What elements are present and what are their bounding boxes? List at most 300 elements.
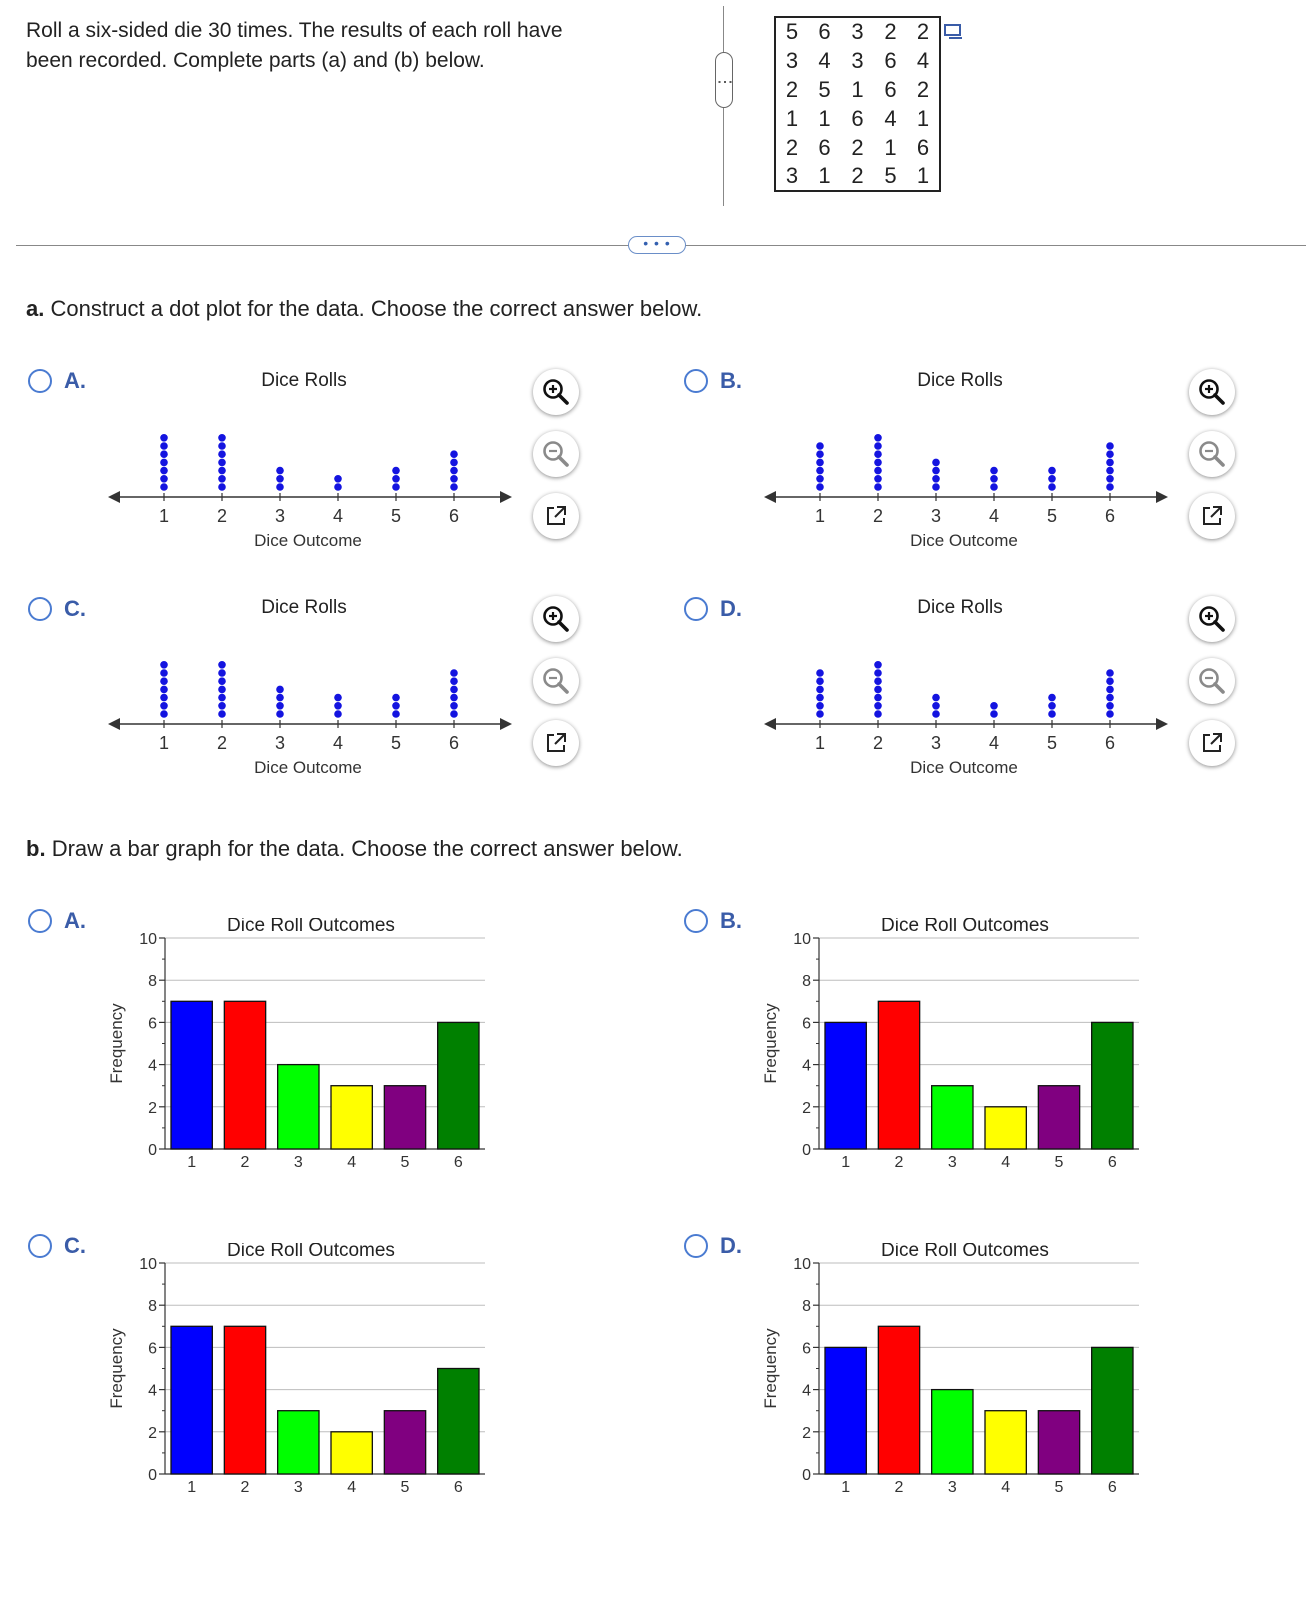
dot-point bbox=[450, 702, 458, 710]
x-tick-label: 1 bbox=[187, 1479, 197, 1496]
option-a-dot-plot[interactable] bbox=[28, 368, 86, 394]
x-tick-label: 3 bbox=[293, 1154, 303, 1171]
radio-button[interactable] bbox=[28, 369, 52, 393]
bar bbox=[438, 1022, 479, 1149]
data-table-cell: 3 bbox=[785, 163, 799, 188]
x-axis-label: Dice Outcome bbox=[910, 758, 1018, 777]
x-tick-label: 6 bbox=[1104, 506, 1116, 526]
chart-title: Dice Roll Outcomes bbox=[227, 1243, 395, 1261]
dot-point bbox=[874, 459, 882, 467]
dot-point bbox=[392, 483, 400, 491]
zoom-out-icon bbox=[1197, 666, 1227, 696]
bar bbox=[878, 1326, 919, 1474]
option-label: B. bbox=[720, 368, 742, 393]
x-tick-label: 5 bbox=[390, 506, 402, 526]
dot-point bbox=[450, 710, 458, 718]
dot-point bbox=[160, 677, 168, 685]
dot-point bbox=[450, 475, 458, 483]
dot-point bbox=[1048, 694, 1056, 702]
radio-button[interactable] bbox=[28, 597, 52, 621]
dot-point bbox=[392, 710, 400, 718]
dot-point bbox=[160, 686, 168, 694]
zoom-in-button[interactable] bbox=[1189, 369, 1235, 415]
chart-title: Dice Rolls bbox=[261, 370, 347, 391]
dot-point bbox=[392, 702, 400, 710]
radio-button[interactable] bbox=[684, 1234, 708, 1258]
data-table-cell: 3 bbox=[851, 19, 864, 44]
option-label: A. bbox=[64, 908, 86, 933]
more-options-icon[interactable]: ⋮ bbox=[715, 52, 733, 108]
dot-point bbox=[1106, 442, 1114, 450]
dot-point bbox=[160, 661, 168, 669]
dot-point bbox=[932, 710, 940, 718]
zoom-out-button[interactable] bbox=[533, 658, 579, 704]
dot-point bbox=[218, 483, 226, 491]
radio-button[interactable] bbox=[28, 1234, 52, 1258]
chart-title: Dice Roll Outcomes bbox=[881, 918, 1049, 936]
x-tick-label: 5 bbox=[400, 1154, 410, 1171]
bar bbox=[1038, 1411, 1079, 1474]
dot-point bbox=[816, 677, 824, 685]
dot-point bbox=[334, 694, 342, 702]
y-tick-label: 6 bbox=[148, 1340, 157, 1358]
x-tick-label: 5 bbox=[1054, 1154, 1064, 1171]
zoom-in-icon bbox=[1197, 377, 1227, 407]
dot-point bbox=[218, 475, 226, 483]
x-tick-label: 1 bbox=[841, 1154, 851, 1171]
prompt-line-1: Roll a six-sided die 30 times. The results of each roll have bbox=[26, 19, 563, 42]
expand-handle[interactable]: • • • bbox=[628, 236, 686, 254]
zoom-in-icon bbox=[541, 604, 571, 634]
dot-point bbox=[218, 467, 226, 475]
dot-point bbox=[1048, 483, 1056, 491]
dot-point bbox=[276, 694, 284, 702]
x-tick-label: 5 bbox=[1046, 506, 1058, 526]
chart-title: Dice Rolls bbox=[917, 597, 1003, 618]
part-b-label: b. bbox=[26, 836, 46, 861]
dot-point bbox=[1106, 467, 1114, 475]
data-table-cell: 5 bbox=[785, 19, 799, 44]
dot-point bbox=[932, 483, 940, 491]
dot-point bbox=[160, 467, 168, 475]
zoom-out-icon bbox=[541, 666, 571, 696]
x-tick-label: 3 bbox=[947, 1154, 957, 1171]
y-tick-label: 0 bbox=[802, 1142, 811, 1159]
y-tick-label: 8 bbox=[148, 1298, 157, 1316]
x-tick-label: 1 bbox=[814, 506, 826, 526]
zoom-in-button[interactable] bbox=[1189, 596, 1235, 642]
radio-button[interactable] bbox=[684, 369, 708, 393]
data-table-cell: 1 bbox=[818, 163, 831, 188]
dot-point bbox=[874, 467, 882, 475]
dot-point bbox=[990, 475, 998, 483]
dot-point bbox=[218, 661, 226, 669]
y-tick-label: 10 bbox=[793, 931, 811, 948]
dot-point bbox=[1106, 669, 1114, 677]
dot-point bbox=[218, 694, 226, 702]
x-tick-label: 4 bbox=[988, 506, 1000, 526]
dot-point bbox=[816, 483, 824, 491]
problem-prompt bbox=[26, 16, 666, 76]
dot-point bbox=[276, 710, 284, 718]
dot-point bbox=[1106, 450, 1114, 458]
dot-point bbox=[218, 710, 226, 718]
data-table-cell: 5 bbox=[884, 163, 897, 188]
radio-button[interactable] bbox=[28, 909, 52, 933]
x-tick-label: 2 bbox=[216, 506, 228, 526]
dot-point bbox=[392, 475, 400, 483]
y-tick-label: 4 bbox=[148, 1057, 157, 1075]
data-table-cell: 1 bbox=[884, 134, 897, 160]
dot-point bbox=[160, 483, 168, 491]
data-table-cell: 2 bbox=[785, 76, 799, 102]
dot-point bbox=[816, 694, 824, 702]
x-axis-label: Dice Outcome bbox=[910, 531, 1018, 550]
x-tick-label: 2 bbox=[894, 1154, 904, 1171]
axis-arrow-right bbox=[1156, 491, 1168, 503]
open-external-icon bbox=[543, 503, 569, 529]
zoom-out-button[interactable] bbox=[1189, 658, 1235, 704]
dot-point bbox=[874, 677, 882, 685]
dot-point bbox=[334, 483, 342, 491]
part-a-label: a. bbox=[26, 296, 45, 321]
bar bbox=[825, 1022, 866, 1149]
dot-point bbox=[1048, 702, 1056, 710]
y-tick-label: 2 bbox=[148, 1099, 157, 1117]
dot-point bbox=[160, 710, 168, 718]
y-axis-label: Frequency bbox=[107, 1328, 126, 1409]
dot-point bbox=[1106, 483, 1114, 491]
bar bbox=[278, 1065, 319, 1149]
dot-point bbox=[218, 450, 226, 458]
data-table-cell: 1 bbox=[851, 76, 864, 102]
dot-point bbox=[1106, 686, 1114, 694]
dot-point bbox=[874, 483, 882, 491]
x-tick-label: 4 bbox=[332, 733, 344, 753]
x-tick-label: 4 bbox=[347, 1154, 357, 1171]
x-axis-label: Dice Outcome bbox=[254, 758, 362, 777]
option-b-dot-plot[interactable] bbox=[684, 368, 742, 394]
dot-point bbox=[334, 702, 342, 710]
axis-arrow-left bbox=[108, 491, 120, 503]
bar bbox=[438, 1369, 479, 1475]
dot-point bbox=[874, 710, 882, 718]
x-tick-label: 2 bbox=[894, 1479, 904, 1496]
part-a-text: Construct a dot plot for the data. Choose the correct answer below. bbox=[50, 296, 703, 321]
dot-point bbox=[932, 475, 940, 483]
y-tick-label: 6 bbox=[802, 1015, 811, 1033]
data-table-row bbox=[775, 75, 940, 104]
dot-point bbox=[392, 467, 400, 475]
bar-graph-chart-a bbox=[100, 918, 510, 1208]
x-tick-label: 1 bbox=[814, 733, 826, 753]
data-table-cell: 1 bbox=[818, 105, 831, 131]
data-table-cell: 1 bbox=[785, 105, 799, 131]
x-tick-label: 5 bbox=[1054, 1479, 1064, 1496]
chart-title: Dice Roll Outcomes bbox=[881, 1243, 1049, 1261]
dot-plot-chart-c bbox=[100, 597, 540, 797]
option-label: B. bbox=[720, 908, 742, 933]
bar bbox=[985, 1411, 1026, 1474]
x-tick-label: 4 bbox=[332, 506, 344, 526]
data-table-cell: 6 bbox=[916, 134, 930, 160]
dot-point bbox=[276, 475, 284, 483]
open-external-icon bbox=[1199, 503, 1225, 529]
x-tick-label: 3 bbox=[930, 506, 942, 526]
dot-point bbox=[1106, 694, 1114, 702]
bar bbox=[985, 1107, 1026, 1149]
y-tick-label: 10 bbox=[139, 1256, 157, 1273]
dot-point bbox=[990, 467, 998, 475]
dot-point bbox=[218, 434, 226, 442]
y-tick-label: 10 bbox=[793, 1256, 811, 1273]
y-tick-label: 0 bbox=[148, 1142, 157, 1159]
x-tick-label: 3 bbox=[930, 733, 942, 753]
dot-point bbox=[276, 483, 284, 491]
x-tick-label: 3 bbox=[947, 1479, 957, 1496]
x-tick-label: 6 bbox=[1104, 733, 1116, 753]
x-tick-label: 2 bbox=[216, 733, 228, 753]
radio-button[interactable] bbox=[684, 909, 708, 933]
dot-point bbox=[160, 475, 168, 483]
dot-point bbox=[990, 710, 998, 718]
dot-point bbox=[1106, 710, 1114, 718]
bar bbox=[1038, 1086, 1079, 1149]
x-tick-label: 2 bbox=[872, 506, 884, 526]
dot-point bbox=[816, 450, 824, 458]
dot-point bbox=[392, 694, 400, 702]
data-table-cell: 3 bbox=[851, 47, 864, 73]
x-tick-label: 6 bbox=[448, 733, 460, 753]
bar bbox=[932, 1086, 973, 1149]
dot-point bbox=[874, 661, 882, 669]
zoom-in-button[interactable] bbox=[533, 596, 579, 642]
dot-point bbox=[874, 475, 882, 483]
option-c-bar-graph[interactable] bbox=[28, 1233, 86, 1259]
dot-point bbox=[160, 694, 168, 702]
chart-title: Dice Rolls bbox=[261, 597, 347, 618]
x-tick-label: 1 bbox=[158, 733, 170, 753]
dot-point bbox=[932, 467, 940, 475]
zoom-in-icon bbox=[1197, 604, 1227, 634]
dot-point bbox=[874, 686, 882, 694]
bar bbox=[331, 1432, 372, 1474]
data-table-cell: 2 bbox=[785, 134, 799, 160]
x-tick-label: 5 bbox=[400, 1479, 410, 1496]
dot-point bbox=[990, 483, 998, 491]
y-tick-label: 2 bbox=[802, 1424, 811, 1442]
bar bbox=[1092, 1022, 1133, 1149]
dot-point bbox=[160, 459, 168, 467]
open-external-icon bbox=[1199, 730, 1225, 756]
dot-point bbox=[932, 459, 940, 467]
dot-point bbox=[334, 475, 342, 483]
dot-point bbox=[450, 686, 458, 694]
dot-point bbox=[218, 677, 226, 685]
data-table-cell: 5 bbox=[818, 76, 831, 102]
dot-point bbox=[160, 434, 168, 442]
data-table-cell: 6 bbox=[818, 134, 831, 160]
y-tick-label: 4 bbox=[148, 1382, 157, 1400]
dot-point bbox=[276, 702, 284, 710]
x-tick-label: 6 bbox=[1107, 1154, 1117, 1171]
dot-point bbox=[450, 467, 458, 475]
dot-point bbox=[932, 702, 940, 710]
x-tick-label: 5 bbox=[390, 733, 402, 753]
option-d-bar-graph[interactable] bbox=[684, 1233, 742, 1259]
data-table-cell: 1 bbox=[916, 163, 930, 188]
bar bbox=[171, 1326, 212, 1474]
bar bbox=[1092, 1347, 1133, 1474]
bar bbox=[384, 1086, 425, 1149]
option-label: C. bbox=[64, 596, 86, 621]
open-in-new-window-button[interactable] bbox=[1189, 720, 1235, 766]
y-tick-label: 0 bbox=[802, 1467, 811, 1484]
x-tick-label: 6 bbox=[453, 1154, 463, 1171]
bar bbox=[331, 1086, 372, 1149]
data-table-cell: 6 bbox=[818, 19, 831, 44]
dot-point bbox=[218, 442, 226, 450]
x-tick-label: 2 bbox=[872, 733, 884, 753]
x-tick-label: 6 bbox=[1107, 1479, 1117, 1496]
dot-point bbox=[816, 702, 824, 710]
bar-graph-chart-b bbox=[754, 918, 1164, 1208]
data-table-cell: 1 bbox=[916, 105, 930, 131]
dot-point bbox=[874, 434, 882, 442]
dot-point bbox=[276, 686, 284, 694]
y-axis-label: Frequency bbox=[107, 1003, 126, 1084]
y-tick-label: 4 bbox=[802, 1057, 811, 1075]
bar-graph-chart-c bbox=[100, 1243, 510, 1533]
x-tick-label: 4 bbox=[988, 733, 1000, 753]
dot-point bbox=[334, 710, 342, 718]
x-tick-label: 6 bbox=[448, 506, 460, 526]
x-tick-label: 2 bbox=[240, 1154, 250, 1171]
x-tick-label: 4 bbox=[1001, 1154, 1011, 1171]
dot-point bbox=[816, 442, 824, 450]
dot-point bbox=[874, 694, 882, 702]
axis-arrow-left bbox=[108, 718, 120, 730]
y-tick-label: 4 bbox=[802, 1382, 811, 1400]
part-b-text: Draw a bar graph for the data. Choose the correct answer below. bbox=[51, 836, 683, 861]
axis-arrow-right bbox=[500, 718, 512, 730]
data-table bbox=[774, 16, 941, 192]
data-table-row bbox=[775, 162, 940, 191]
data-table-cell: 3 bbox=[785, 47, 799, 73]
option-d-dot-plot[interactable] bbox=[684, 596, 742, 622]
radio-button[interactable] bbox=[684, 597, 708, 621]
y-tick-label: 2 bbox=[148, 1424, 157, 1442]
dot-point bbox=[160, 669, 168, 677]
option-label: D. bbox=[720, 596, 742, 621]
chart-title: Dice Roll Outcomes bbox=[227, 918, 395, 936]
open-in-new-window-button[interactable] bbox=[533, 720, 579, 766]
dot-point bbox=[1106, 475, 1114, 483]
dot-point bbox=[874, 702, 882, 710]
dot-point bbox=[450, 483, 458, 491]
x-tick-label: 4 bbox=[347, 1479, 357, 1496]
dot-point bbox=[160, 442, 168, 450]
x-tick-label: 3 bbox=[274, 733, 286, 753]
option-b-bar-graph[interactable] bbox=[684, 908, 742, 934]
data-table-cell: 4 bbox=[916, 47, 930, 73]
dot-point bbox=[160, 450, 168, 458]
popout-icon[interactable] bbox=[944, 22, 964, 40]
data-table-cell: 4 bbox=[884, 105, 897, 131]
zoom-in-button[interactable] bbox=[533, 369, 579, 415]
axis-arrow-left bbox=[764, 718, 776, 730]
prompt-line-2: been recorded. Complete parts (a) and (b) below. bbox=[26, 49, 485, 72]
data-table-cell: 2 bbox=[884, 19, 897, 44]
dot-plot-chart-b bbox=[756, 370, 1196, 570]
y-tick-label: 2 bbox=[802, 1099, 811, 1117]
x-tick-label: 1 bbox=[841, 1479, 851, 1496]
dot-point bbox=[276, 467, 284, 475]
data-table-row bbox=[775, 46, 940, 75]
open-in-new-window-button[interactable] bbox=[1189, 493, 1235, 539]
y-tick-label: 10 bbox=[139, 931, 157, 948]
option-label: C. bbox=[64, 1233, 86, 1258]
option-a-bar-graph[interactable] bbox=[28, 908, 86, 934]
x-tick-label: 5 bbox=[1046, 733, 1058, 753]
axis-arrow-right bbox=[1156, 718, 1168, 730]
dot-point bbox=[1048, 710, 1056, 718]
dot-point bbox=[218, 459, 226, 467]
bar bbox=[825, 1347, 866, 1474]
axis-arrow-right bbox=[500, 491, 512, 503]
dot-point bbox=[874, 442, 882, 450]
dot-point bbox=[816, 459, 824, 467]
open-in-new-window-button[interactable] bbox=[533, 493, 579, 539]
data-table-cell: 2 bbox=[916, 76, 930, 102]
x-tick-label: 6 bbox=[453, 1479, 463, 1496]
x-tick-label: 3 bbox=[293, 1479, 303, 1496]
y-axis-label: Frequency bbox=[761, 1003, 780, 1084]
y-tick-label: 6 bbox=[148, 1015, 157, 1033]
dot-point bbox=[1106, 677, 1114, 685]
option-c-dot-plot[interactable] bbox=[28, 596, 86, 622]
dot-point bbox=[450, 677, 458, 685]
bar bbox=[278, 1411, 319, 1474]
data-table-cell: 4 bbox=[818, 47, 831, 73]
data-table-row bbox=[775, 104, 940, 133]
y-tick-label: 8 bbox=[802, 973, 811, 991]
dot-point bbox=[816, 475, 824, 483]
zoom-out-button[interactable] bbox=[1189, 431, 1235, 477]
dot-point bbox=[874, 450, 882, 458]
dot-point bbox=[218, 702, 226, 710]
x-tick-label: 2 bbox=[240, 1479, 250, 1496]
zoom-out-button[interactable] bbox=[533, 431, 579, 477]
y-tick-label: 8 bbox=[802, 1298, 811, 1316]
data-table-cell: 2 bbox=[851, 163, 864, 188]
part-a-question bbox=[26, 296, 702, 322]
dot-point bbox=[1106, 702, 1114, 710]
x-tick-label: 1 bbox=[158, 506, 170, 526]
dot-point bbox=[1048, 475, 1056, 483]
y-tick-label: 8 bbox=[148, 973, 157, 991]
dot-point bbox=[874, 669, 882, 677]
bar bbox=[224, 1326, 265, 1474]
dot-point bbox=[450, 459, 458, 467]
dot-point bbox=[990, 702, 998, 710]
y-axis-label: Frequency bbox=[761, 1328, 780, 1409]
data-table-cell: 6 bbox=[851, 105, 864, 131]
bar bbox=[171, 1001, 212, 1149]
dot-point bbox=[932, 694, 940, 702]
dot-point bbox=[816, 669, 824, 677]
bar bbox=[224, 1001, 265, 1149]
